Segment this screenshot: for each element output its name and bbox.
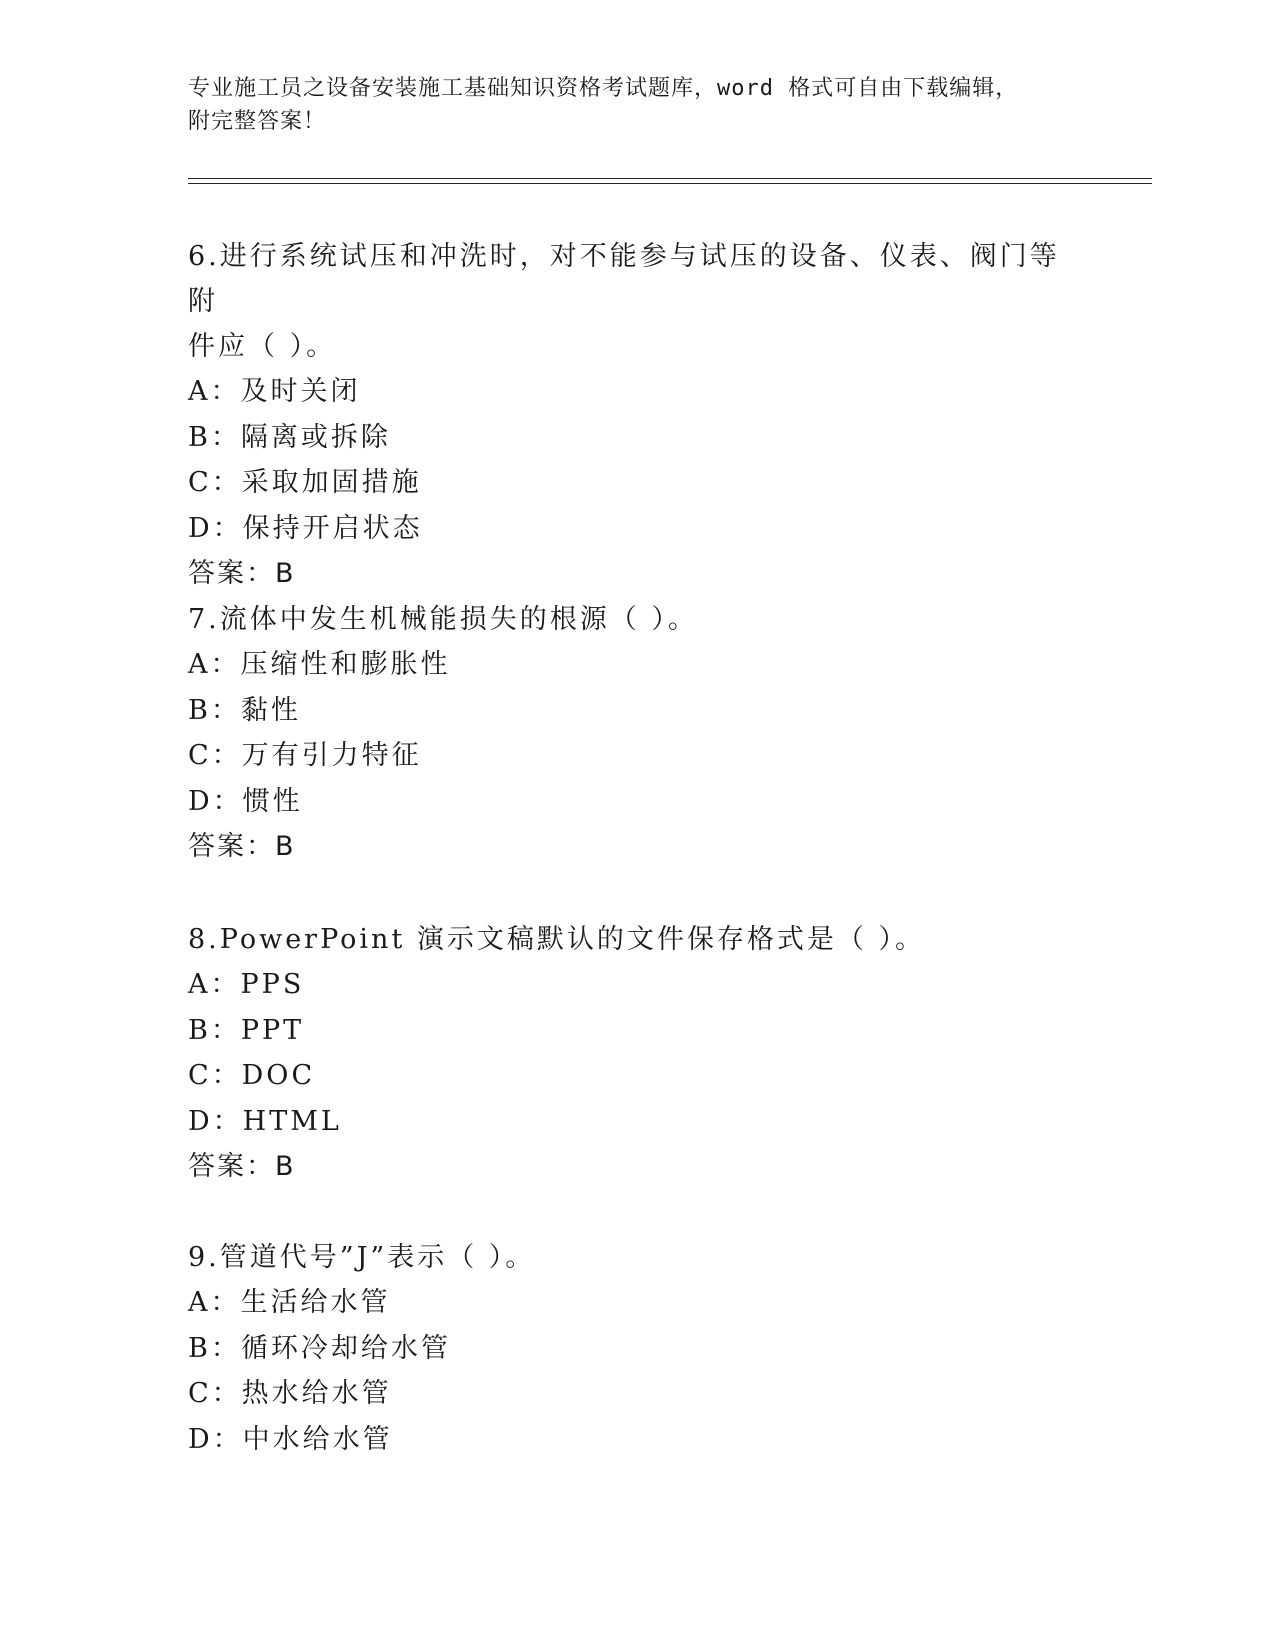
question-7: [188, 597, 1068, 869]
header-line-2: 附完整答案！: [188, 109, 327, 134]
option-b: B：黏性: [188, 694, 301, 726]
option-c: C：采取加固措施: [188, 467, 422, 498]
header-divider-top: [188, 178, 1152, 179]
question-6: [188, 234, 1068, 596]
option-b: B：隔离或拆除: [188, 421, 391, 453]
option-a: A：生活给水管: [188, 1287, 391, 1318]
document-header: [188, 72, 1088, 138]
header-line-1: 专业施工员之设备安装施工基础知识资格考试题库，word 格式可自由下载编辑，: [188, 76, 1019, 101]
question-stem-line-2: 件应（ ）。: [188, 331, 337, 362]
answer-line: 答案：B: [188, 831, 296, 862]
option-c: C：万有引力特征: [188, 740, 422, 771]
question-8: [188, 917, 1068, 1189]
option-d: D：保持开启状态: [188, 512, 423, 544]
option-a: A：及时关闭: [188, 376, 361, 407]
answer-line: 答案：B: [188, 1151, 296, 1182]
option-d: D：中水给水管: [188, 1423, 393, 1455]
question-stem: 7.流体中发生机械能损失的根源（ ）。: [188, 604, 698, 635]
option-c: C：热水给水管: [188, 1378, 392, 1409]
option-d: D：惯性: [188, 785, 303, 817]
option-b: B：循环冷却给水管: [188, 1332, 451, 1364]
question-stem-line-1: 6.进行系统试压和冲洗时，对不能参与试压的设备、仪表、阀门等附: [188, 241, 1060, 317]
question-stem: 9.管道代号”J”表示（ ）。: [188, 1242, 536, 1273]
option-c: C：DOC: [188, 1060, 316, 1091]
answer-line: 答案：B: [188, 558, 296, 589]
question-stem: 8.PowerPoint 演示文稿默认的文件保存格式是（ ）。: [188, 924, 925, 955]
option-a: A：压缩性和膨胀性: [188, 649, 451, 680]
question-stem: [188, 234, 1068, 369]
header-divider-bottom: [188, 183, 1152, 184]
option-d: D：HTML: [188, 1105, 342, 1137]
option-a: A：PPS: [188, 969, 305, 1000]
question-9: [188, 1235, 1068, 1462]
option-b: B：PPT: [188, 1014, 305, 1046]
